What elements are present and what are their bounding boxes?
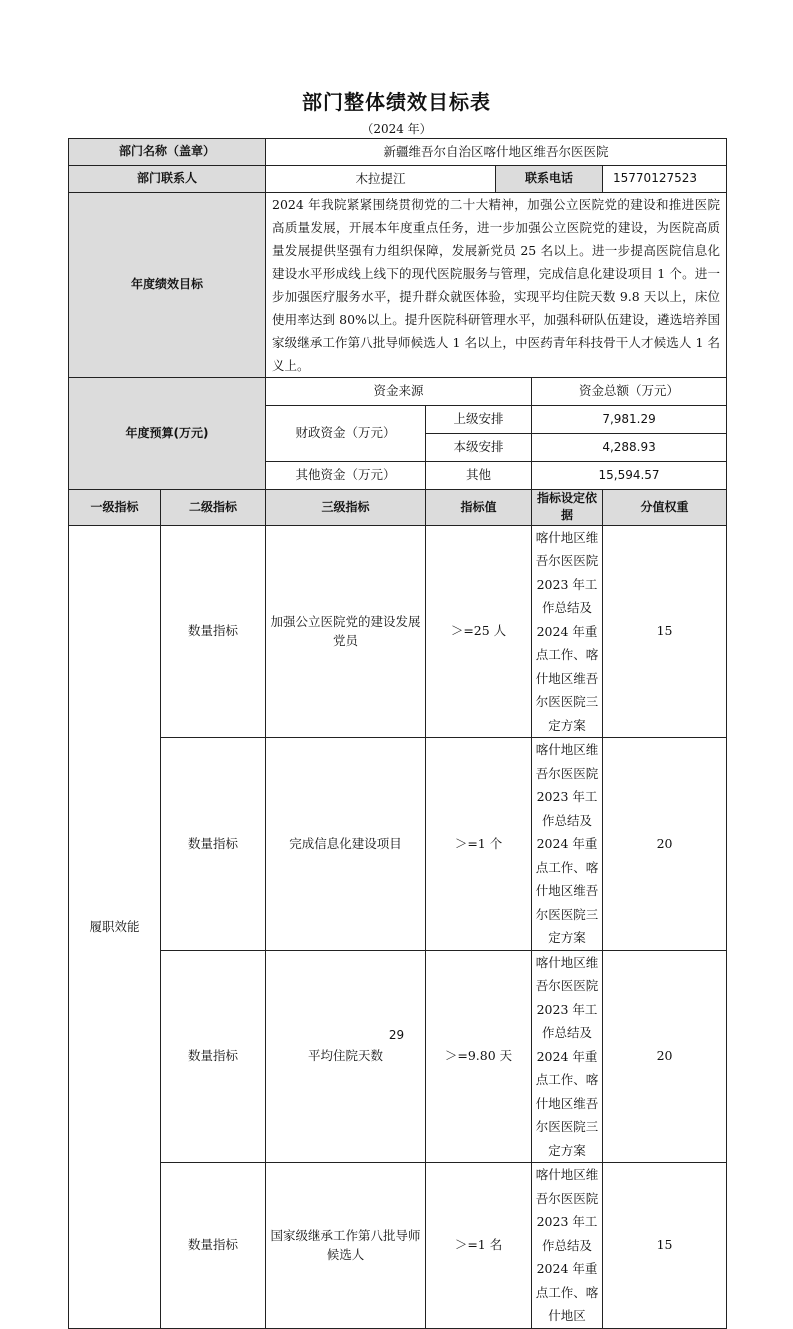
phone-value: 15770127523 — [603, 166, 727, 193]
level2-cell: 数量指标 — [161, 950, 266, 1163]
fund-total-header: 资金总额（万元） — [532, 378, 727, 406]
page-number: 29 — [388, 1028, 405, 1042]
level3-cell: 国家级继承工作第八批导师候选人 — [266, 1163, 426, 1329]
table-row — [69, 525, 727, 738]
value-cell: ＞=1 名 — [426, 1163, 532, 1329]
value-cell: ＞=25 人 — [426, 525, 532, 738]
table-row — [69, 738, 727, 951]
other-fund-sub: 其他 — [426, 462, 532, 490]
basis-cell: 喀什地区维吾尔医医院 2023 年工作总结及 2024 年重点工作、喀什地区维吾尔医医院三定方案 — [532, 738, 603, 951]
local-arrangement-label: 本级安排 — [426, 434, 532, 462]
phone-label: 联系电话 — [496, 166, 603, 193]
header-basis: 指标设定依据 — [532, 490, 603, 526]
table-row — [69, 1163, 727, 1329]
performance-table — [68, 138, 727, 1329]
weight-cell: 15 — [603, 1163, 727, 1329]
fund-source-header: 资金来源 — [266, 378, 532, 406]
year-label: （2024 年） — [361, 122, 432, 136]
header-value: 指标值 — [426, 490, 532, 526]
other-fund-value: 15,594.57 — [532, 462, 727, 490]
contact-label: 部门联系人 — [69, 166, 266, 193]
basis-cell: 喀什地区维吾尔医医院 2023 年工作总结及 2024 年重点工作、喀什地区 — [532, 1163, 603, 1329]
level2-cell: 数量指标 — [161, 525, 266, 738]
other-fund-label: 其他资金（万元） — [266, 462, 426, 490]
header-level3: 三级指标 — [266, 490, 426, 526]
dept-name-value: 新疆维吾尔自治区喀什地区维吾尔医医院 — [266, 139, 727, 166]
table-row — [69, 950, 727, 1163]
fiscal-fund-label: 财政资金（万元） — [266, 406, 426, 462]
level2-cell: 数量指标 — [161, 1163, 266, 1329]
goal-label: 年度绩效目标 — [69, 193, 266, 378]
basis-cell: 喀什地区维吾尔医医院 2023 年工作总结及 2024 年重点工作、喀什地区维吾尔医医院三定方案 — [532, 525, 603, 738]
level1-cell: 履职效能 — [69, 525, 161, 1328]
upper-arrangement-value: 7,981.29 — [532, 406, 727, 434]
budget-label: 年度预算(万元) — [69, 378, 266, 490]
basis-cell: 喀什地区维吾尔医医院 2023 年工作总结及 2024 年重点工作、喀什地区维吾尔医医院三定方案 — [532, 950, 603, 1163]
upper-arrangement-label: 上级安排 — [426, 406, 532, 434]
level3-cell: 平均住院天数 — [266, 950, 426, 1163]
goal-text: 2024 年我院紧紧围绕贯彻党的二十大精神，加强公立医院党的建设和推进医院高质量发展，开展本年度重点任务，进一步加强公立医院党的建设，为医院高质量发展提供坚强有力组织保障，发展新党员 25 名以上。进一步提高医院信息化建设水平形成线上线下的现代医院服务与管理，完成信息化建设项目 1 个。进一步加强医疗服务水平，提升群众就医体验，实现平均住院天数 9.8 天以上，床位使用率达到 80%以上。提升医院科研管理水平，加强科研队伍建设，遴选培养国家级继承工作第八批导师候选人 1 名以上，中医药青年科技骨干人才候选人 1 名义上。 — [266, 193, 727, 378]
page-title: 部门整体绩效目标表 — [302, 90, 491, 114]
weight-cell: 15 — [603, 525, 727, 738]
header-level1: 一级指标 — [69, 490, 161, 526]
value-cell: ＞=1 个 — [426, 738, 532, 951]
header-weight: 分值权重 — [603, 490, 727, 526]
value-cell: ＞=9.80 天 — [426, 950, 532, 1163]
weight-cell: 20 — [603, 738, 727, 951]
contact-value: 木拉提江 — [266, 166, 496, 193]
dept-name-label: 部门名称（盖章） — [69, 139, 266, 166]
weight-cell: 20 — [603, 950, 727, 1163]
level3-cell: 加强公立医院党的建设发展党员 — [266, 525, 426, 738]
header-level2: 二级指标 — [161, 490, 266, 526]
local-arrangement-value: 4,288.93 — [532, 434, 727, 462]
level2-cell: 数量指标 — [161, 738, 266, 951]
level3-cell: 完成信息化建设项目 — [266, 738, 426, 951]
